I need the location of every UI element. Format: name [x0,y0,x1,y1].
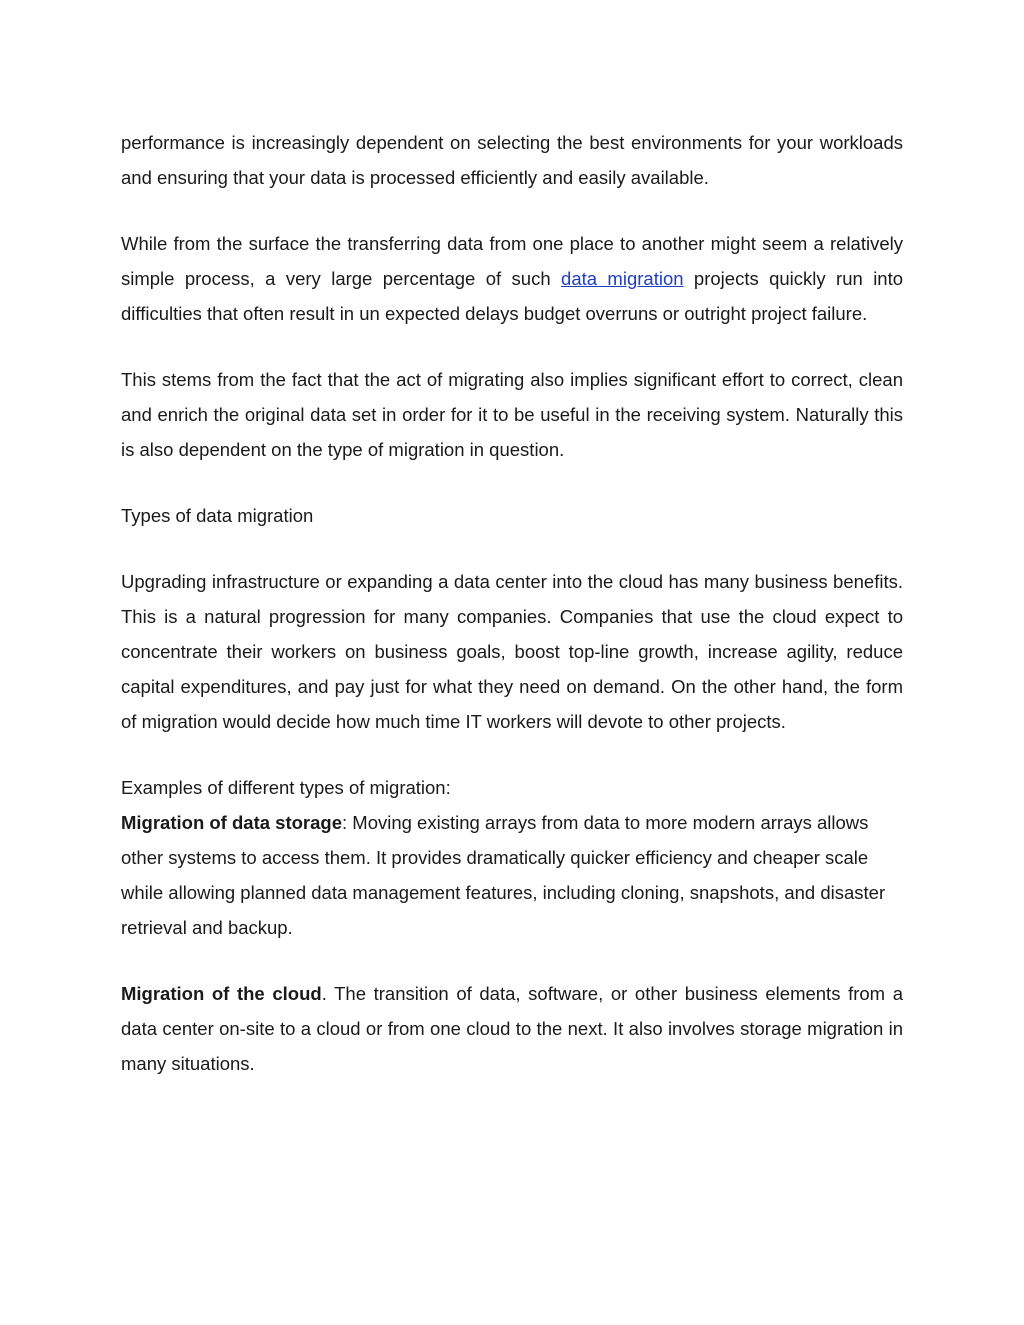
term-cloud: Migration of the cloud [121,983,322,1004]
paragraph-migrating-effort: This stems from the fact that the act of migrating also implies significant effort to correct, clean and enrich the original data set in order for it to be useful in the receiving system. Naturally this is also dependent on the type of migration in question. [121,369,903,460]
description-cloud: . The transition of data, software, or other business elements from a data center on-site to a cloud or from one cloud to the next. It also involves storage migration in many situations. [121,983,903,1074]
paragraph-text: projects quickly run into difficulties that often result in un expected delays budget overruns or outright project failure. [121,268,904,324]
data-migration-link[interactable]: data migration [561,268,684,289]
paragraph-performance: performance is increasingly dependent on selecting the best environments for your workloads and ensuring that your data is processed efficiently and easily available. [121,132,903,188]
paragraph-cloud-migration [121,976,903,1081]
paragraph-text: While from the surface the transferring data from one place to another might seem a relatively simple process, a very large percentage of such [121,233,903,289]
description-data-storage: : Moving existing arrays from data to more modern arrays allows other systems to access them. It provides dramatically quicker efficiency and cheaper scale while allowing planned data management features, including cloning, snapshots, and disaster retrieval and backup. [121,812,886,938]
paragraph-transferring-data [121,226,903,331]
paragraph-upgrading-infrastructure: Upgrading infrastructure or expanding a data center into the cloud has many business benefits. This is a natural progression for many companies. Companies that use the cloud expect to concentrate their workers on business goals, boost top-line growth, increase agility, reduce capital expenditures, and pay just for what they need on demand. On the other hand, the form of migration would decide how much time IT workers will devote to other projects. [121,571,903,732]
heading-types-of-data-migration: Types of data migration [121,505,314,526]
term-data-storage: Migration of data storage [121,812,342,833]
paragraph-data-storage-migration [121,805,903,945]
document-page [121,125,903,1112]
examples-intro: Examples of different types of migration: [121,777,451,798]
